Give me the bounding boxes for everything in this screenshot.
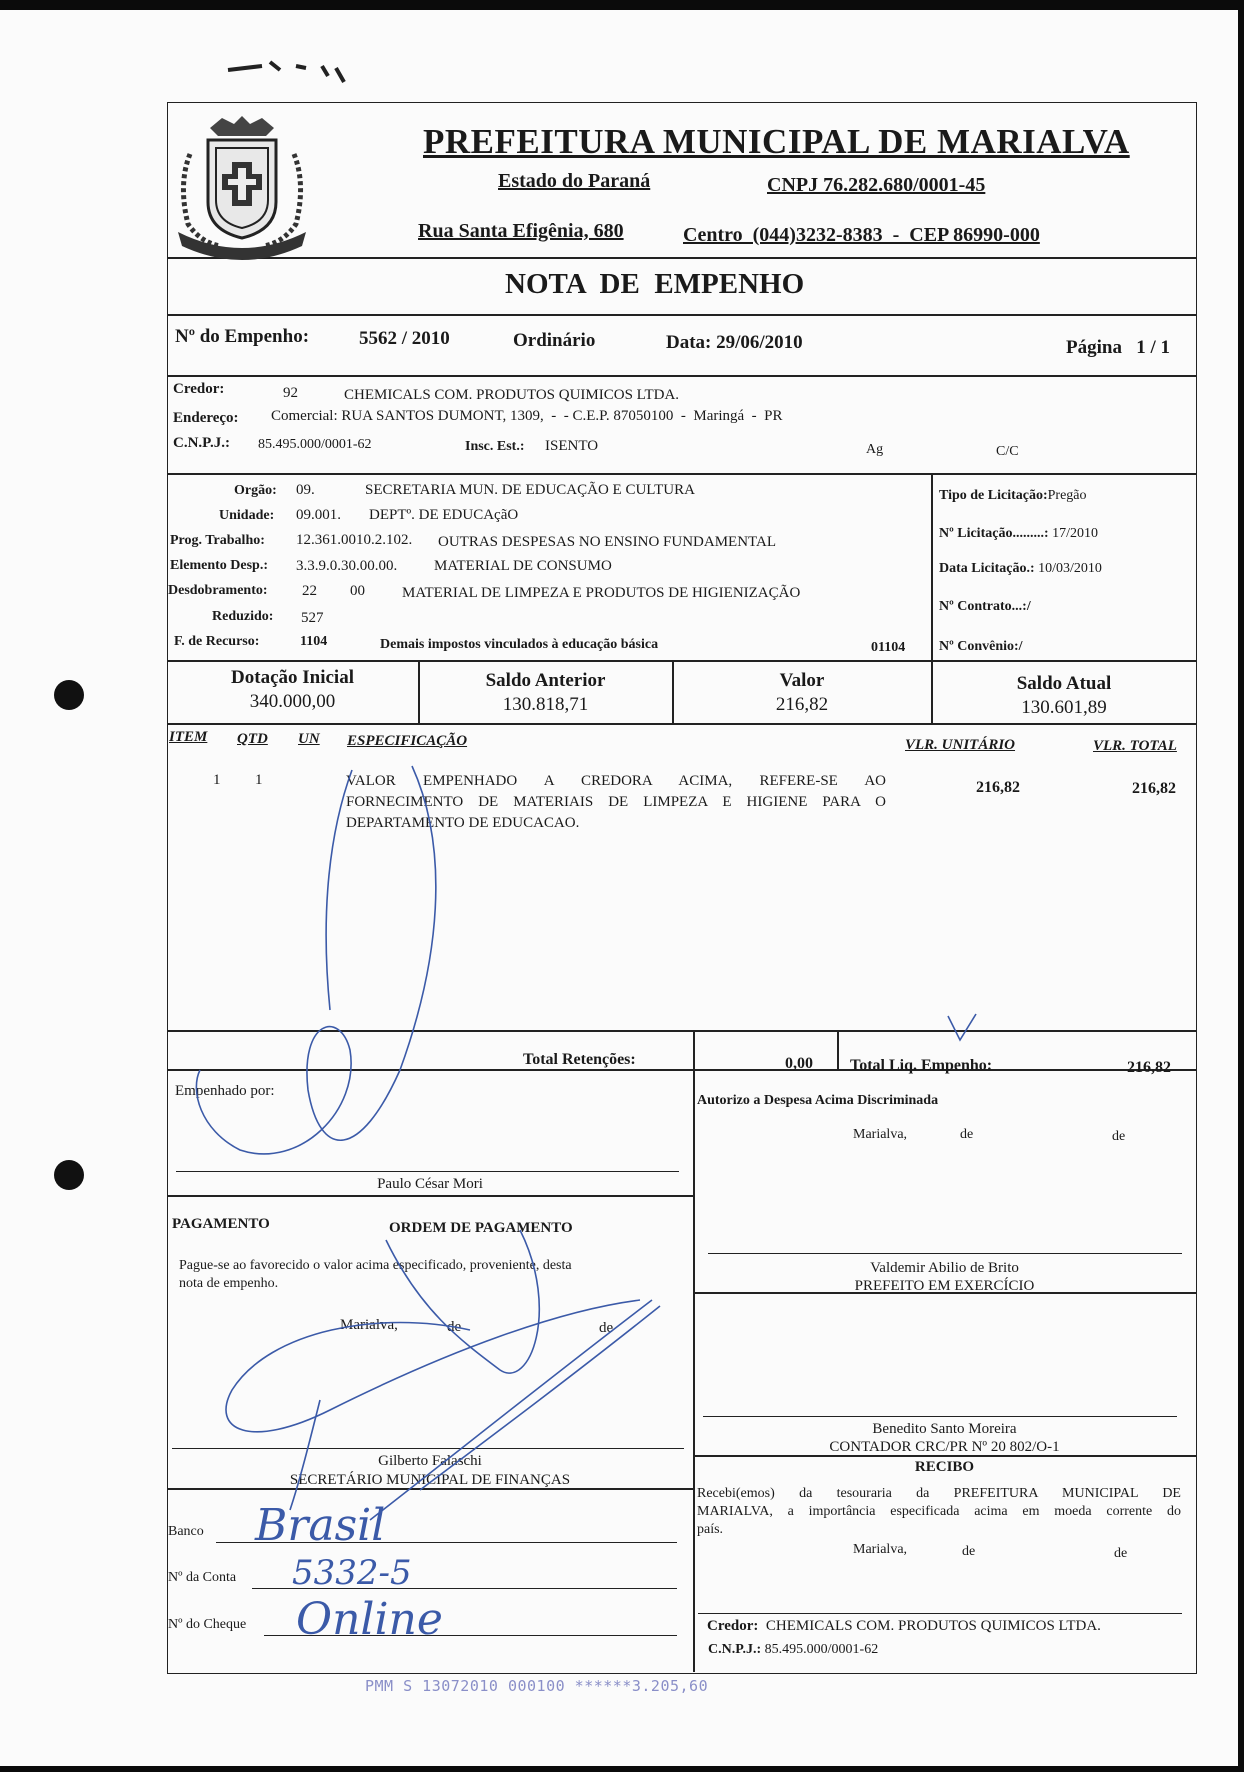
unidade-label: Unidade: [219,508,275,523]
contador-name: Benedito Santo Moreira [872,1421,1017,1437]
date-de-label: de [962,1544,976,1559]
licitacao-date: 10/03/2010 [1038,561,1102,576]
page-title: PREFEITURA MUNICIPAL DE MARIALVA [423,122,1130,161]
prog-desc: OUTRAS DESPESAS NO ENSINO FUNDAMENTAL [438,534,776,550]
desdobramento-label: Desdobramento: [168,583,268,598]
recibo-cnpj-label: C.N.P.J.: [708,1642,762,1657]
document-sheet [0,10,1238,1766]
date-de-label: de [960,1127,974,1142]
recibo-credor-name: CHEMICALS COM. PRODUTOS QUIMICOS LTDA. [765,1618,1101,1634]
item-qtd: 1 [255,772,263,788]
date-de-label: de [599,1320,614,1336]
desdobramento-desc: MATERIAL DE LIMPEZA E PRODUTOS DE HIGIENIZAÇÃO [402,585,801,601]
column-header-total: VLR. TOTAL [1093,738,1177,754]
licitacao-type: Pregão [1047,488,1087,503]
bank-stamp: PMM S 13072010 000100 ******3.205,60 [365,1677,709,1695]
agency-label: Ag [866,442,884,457]
saldo-atual-label: Saldo Atual [1016,673,1112,694]
saldo-atual-value: 130.601,89 [1021,697,1107,718]
district-phone-cep: Centro (044)3232-8383 - CEP 86990-000 [683,224,1040,246]
street-address: Rua Santa Efigênia, 680 [418,220,624,242]
empenho-label: Nº do Empenho: [175,326,310,347]
svg-text:5332-5: 5332-5 [292,1553,412,1593]
valor-label: Valor [779,670,825,691]
retencoes-value: 0,00 [785,1055,813,1072]
empenhado-label: Empenhado por: [175,1083,275,1099]
item-unit-price: 216,82 [976,779,1020,796]
desdobramento-code: 22 [302,583,317,599]
page-number: Página 1 / 1 [1066,337,1170,358]
elemento-code: 3.3.9.0.30.00.00. [296,558,398,574]
credor-label: Credor: [173,381,225,397]
ordem-pagamento-label: ORDEM DE PAGAMENTO [389,1220,573,1236]
recurso-code: 1104 [300,634,328,649]
unidade-code: 09.001. [296,507,341,523]
liquido-value: 216,82 [1127,1059,1171,1076]
city-label: Marialva, [853,1127,908,1142]
credor-name: CHEMICALS COM. PRODUTOS QUIMICOS LTDA. [344,387,680,403]
pagamento-label: PAGAMENTO [172,1216,270,1232]
date-de-label: de [1112,1129,1126,1144]
orgao-desc: SECRETARIA MUN. DE EDUCAÇÃO E CULTURA [365,482,695,498]
desdobramento-sub: 00 [350,583,365,599]
insc-value: ISENTO [545,438,599,454]
banco-field [216,1542,677,1543]
column-header-item: ITEM [169,729,208,745]
reduzido-value: 527 [301,610,324,626]
orgao-code: 09. [296,482,315,498]
valor-value: 216,82 [775,694,829,715]
liquido-label: Total Liq. Empenho: [850,1057,993,1074]
item-spec-line: DEPARTAMENTO DE EDUCACAO. [346,815,580,831]
recibo-text: MARIALVA, a importância especificada acima em moeda corrente do [697,1504,1181,1519]
dotacao-inicial-label: Dotação Inicial [231,667,354,688]
state-name: Estado do Paraná [498,170,651,192]
secretario-name: Gilberto Falaschi [378,1453,482,1469]
saldo-anterior-value: 130.818,71 [502,694,589,715]
address-label: Endereço: [173,410,239,426]
recurso-label: F. de Recurso: [174,634,260,649]
licitacao-date-label: Data Licitação.: [939,561,1035,576]
empenho-number: 5562 / 2010 [359,328,450,349]
credor-cnpj: 85.495.000/0001-62 [258,437,372,452]
reduzido-label: Reduzido: [212,609,274,624]
empenho-type: Ordinário [513,330,596,351]
document-title: NOTA DE EMPENHO [505,268,805,300]
column-header-un: UN [298,731,320,747]
contrato-field: Nº Contrato...:/ [939,599,1031,614]
item-number: 1 [213,772,221,788]
recibo-cnpj: 85.495.000/0001-62 [764,1642,879,1657]
recibo-title: RECIBO [914,1459,975,1475]
conta-label: Nº da Conta [168,1570,237,1585]
credor-address: Comercial: RUA SANTOS DUMONT, 1309, - - C.E.P. 87050100 - Maringá - PR [271,408,783,424]
pagamento-text: nota de empenho. [179,1276,279,1291]
prog-label: Prog. Trabalho: [170,533,265,548]
account-label: C/C [996,444,1019,459]
city-label: Marialva, [340,1317,398,1333]
item-total: 216,82 [1132,780,1176,797]
empenhado-name: Paulo César Mori [377,1176,483,1192]
punch-hole [54,1160,84,1190]
item-spec-line: FORNECIMENTO DE MATERIAIS DE LIMPEZA E HIGIENE PARA O [346,794,886,810]
banco-label: Banco [168,1524,204,1539]
city-label: Marialva, [853,1542,908,1557]
licitacao-number-label: Nº Licitação.........: [939,526,1049,541]
dotacao-inicial-value: 340.000,00 [249,691,336,712]
insc-label: Insc. Est.: [465,439,525,454]
pagamento-text: Pague-se ao favorecido o valor acima especificado, proveniente, desta [179,1258,572,1273]
recibo-text: Recebi(emos) da tesouraria da PREFEITURA MUNICIPAL DE [697,1486,1181,1501]
saldo-anterior-label: Saldo Anterior [485,670,606,691]
cnpj-label: C.N.P.J.: [173,435,230,451]
cheque-label: Nº do Cheque [168,1617,247,1632]
recibo-credor-label: Credor: [707,1618,759,1634]
autorizo-text: Autorizo a Despesa Acima Discriminada [697,1093,939,1108]
date-de-label: de [447,1319,462,1335]
orgao-label: Orgão: [234,483,277,498]
prog-code: 12.361.0010.2.102. [296,532,413,548]
date-de-label: de [1114,1546,1128,1561]
column-header-spec: ESPECIFICAÇÃO [347,733,468,749]
cheque-field [264,1635,677,1636]
item-spec-line: VALOR EMPENHADO A CREDORA ACIMA, REFERE-SE AO [346,773,886,789]
licitacao-number: 17/2010 [1052,526,1098,541]
empenho-date: Data: 29/06/2010 [666,332,803,353]
prefeito-name: Valdemir Abilio de Brito [870,1260,1019,1276]
recibo-text: país. [697,1522,724,1537]
recurso-full-code: 01104 [871,640,906,655]
coat-of-arms-logo [170,114,314,260]
credor-code: 92 [283,385,298,401]
municipality-cnpj: CNPJ 76.282.680/0001-45 [767,174,986,196]
unidade-desc: DEPTº. DE EDUCAçãO [369,507,519,523]
elemento-desc: MATERIAL DE CONSUMO [434,558,612,574]
svg-text:Brasil: Brasil [255,1500,386,1551]
licitacao-type-label: Tipo de Licitação: [939,488,1048,503]
convenio-field: Nº Convênio:/ [939,639,1023,654]
column-header-qtd: QTD [237,731,268,747]
contador-role: CONTADOR CRC/PR Nº 20 802/O-1 [829,1439,1060,1455]
column-header-unit-price: VLR. UNITÁRIO [905,737,1016,753]
elemento-label: Elemento Desp.: [170,558,268,573]
retencoes-label: Total Retenções: [523,1051,636,1068]
svg-text:Online: Online [296,1594,443,1645]
prefeito-role: PREFEITO EM EXERCÍCIO [854,1278,1035,1294]
secretario-role: SECRETÁRIO MUNICIPAL DE FINANÇAS [289,1472,571,1488]
conta-field [252,1588,677,1589]
punch-hole [54,680,84,710]
recurso-desc: Demais impostos vinculados à educação básica [380,637,659,652]
